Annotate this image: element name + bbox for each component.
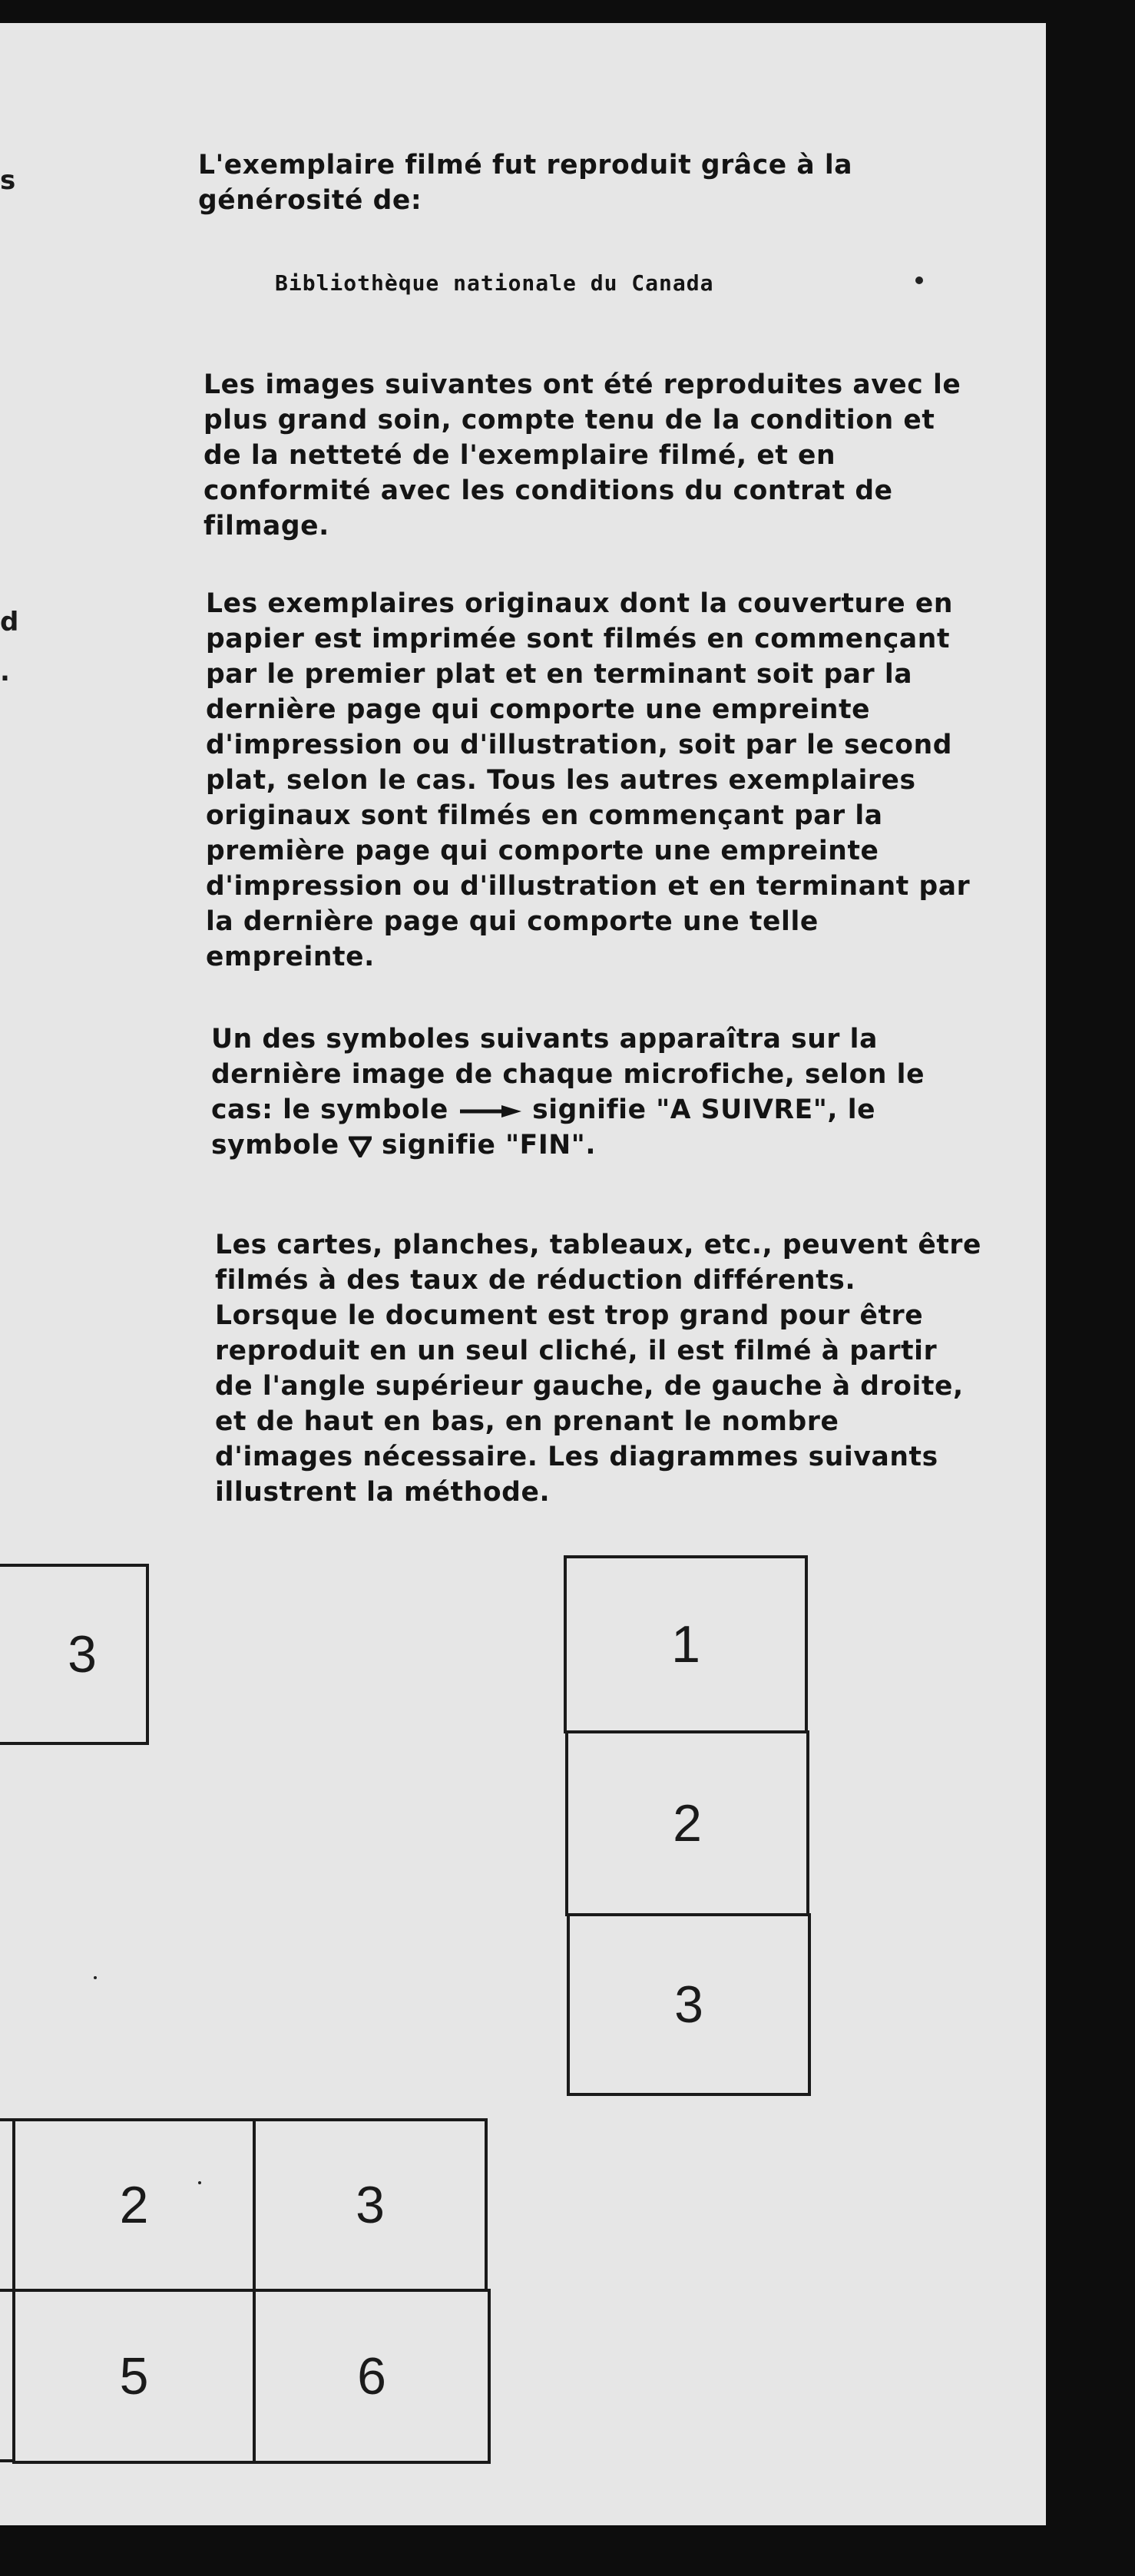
text-line: filmage.: [204, 511, 329, 541]
text-line: plus grand soin, compte tenu de la condition et: [204, 405, 935, 435]
intro-line: L'exemplaire filmé fut reproduit grâce à la: [198, 150, 853, 180]
arrow-right-icon: [458, 1104, 523, 1119]
diagram-grid-box-6: [253, 2289, 491, 2464]
text-line: [211, 1127, 925, 1163]
intro-line: générosité de:: [198, 185, 422, 216]
diagram-box-3: [567, 1913, 811, 2096]
text-line: plat, selon le cas. Tous les autres exemplaires: [206, 765, 916, 796]
diagram-box-single: [0, 1564, 149, 1745]
text-line: originaux sont filmés en commençant par la: [206, 800, 883, 831]
text-fragment: symbole: [211, 1130, 349, 1161]
document-page: [0, 23, 1046, 2525]
text-line: Les images suivantes ont été reproduites avec le: [204, 369, 961, 400]
scan-speck: [198, 2181, 201, 2184]
text-line: Les exemplaires originaux dont la couverture en: [206, 588, 954, 619]
film-border-bottom: [0, 2525, 1135, 2576]
text-line: Un des symboles suivants apparaîtra sur la: [211, 1024, 878, 1055]
triangle-down-icon: [349, 1136, 372, 1157]
text-line: d'images nécessaire. Les diagrammes suivants: [215, 1442, 938, 1472]
diagram-number: 3: [68, 1625, 97, 1684]
text-line: Lorsque le document est trop grand pour être: [215, 1300, 924, 1331]
diagram-number: 2: [673, 1794, 702, 1853]
text-line: de l'angle supérieur gauche, de gauche à droite,: [215, 1371, 964, 1402]
text-line: et de haut en bas, en prenant le nombre: [215, 1406, 839, 1437]
text-line: illustrent la méthode.: [215, 1477, 551, 1508]
scan-speck: [94, 1976, 97, 1979]
diagram-box-1: [564, 1555, 808, 1733]
text-line: d'impression ou d'illustration et en terminant par: [206, 871, 971, 902]
text-line: Les cartes, planches, tableaux, etc., peuvent être: [215, 1230, 982, 1260]
text-line: première page qui comporte une empreinte: [206, 836, 879, 866]
diagram-number: 1: [671, 1615, 700, 1674]
diagram-grid-box-5: [12, 2289, 256, 2464]
edge-fragment: s: [0, 165, 16, 196]
text-line: papier est imprimée sont filmés en commençant: [206, 624, 951, 654]
text-fragment: cas: le symbole: [211, 1094, 458, 1125]
paragraph-conditions: [204, 367, 961, 544]
text-line: empreinte.: [206, 942, 375, 972]
intro-text: [198, 147, 852, 218]
text-line: dernière page qui comporte une empreinte: [206, 694, 871, 725]
edge-fragment: d: [0, 607, 19, 637]
scan-speck: [915, 276, 923, 284]
text-fragment: signifie "FIN".: [372, 1130, 597, 1161]
text-fragment: signifie "A SUIVRE", le: [522, 1094, 876, 1125]
text-line: reproduit en un seul cliché, il est filmé à partir: [215, 1336, 938, 1366]
edge-fragment: .: [0, 657, 10, 687]
diagram-number: 5: [119, 2347, 149, 2405]
diagram-grid-box-3: [253, 2118, 488, 2292]
text-line: par le premier plat et en terminant soit par la: [206, 659, 913, 690]
text-line: [211, 1092, 925, 1127]
diagram-number: 6: [357, 2347, 386, 2405]
film-border-right: [1046, 0, 1135, 2576]
paragraph-method: [215, 1227, 981, 1510]
text-line: filmés à des taux de réduction différents.: [215, 1265, 856, 1296]
diagram-number: 3: [356, 2176, 385, 2234]
text-line: conformité avec les conditions du contrat de: [204, 475, 893, 506]
text-line: la dernière page qui comporte une telle: [206, 906, 819, 937]
paragraph-originals: [206, 586, 970, 975]
text-line: de la netteté de l'exemplaire filmé, et en: [204, 440, 836, 471]
text-line: dernière image de chaque microfiche, selon le: [211, 1059, 925, 1090]
library-name: Bibliothèque nationale du Canada: [275, 270, 714, 296]
paragraph-symbols: [211, 1021, 925, 1163]
diagram-grid-box-2: [12, 2118, 256, 2292]
diagram-box-2: [565, 1730, 809, 1916]
diagram-number: 2: [119, 2176, 149, 2234]
text-line: d'impression ou d'illustration, soit par le second: [206, 730, 953, 760]
diagram-number: 3: [674, 1975, 703, 2034]
